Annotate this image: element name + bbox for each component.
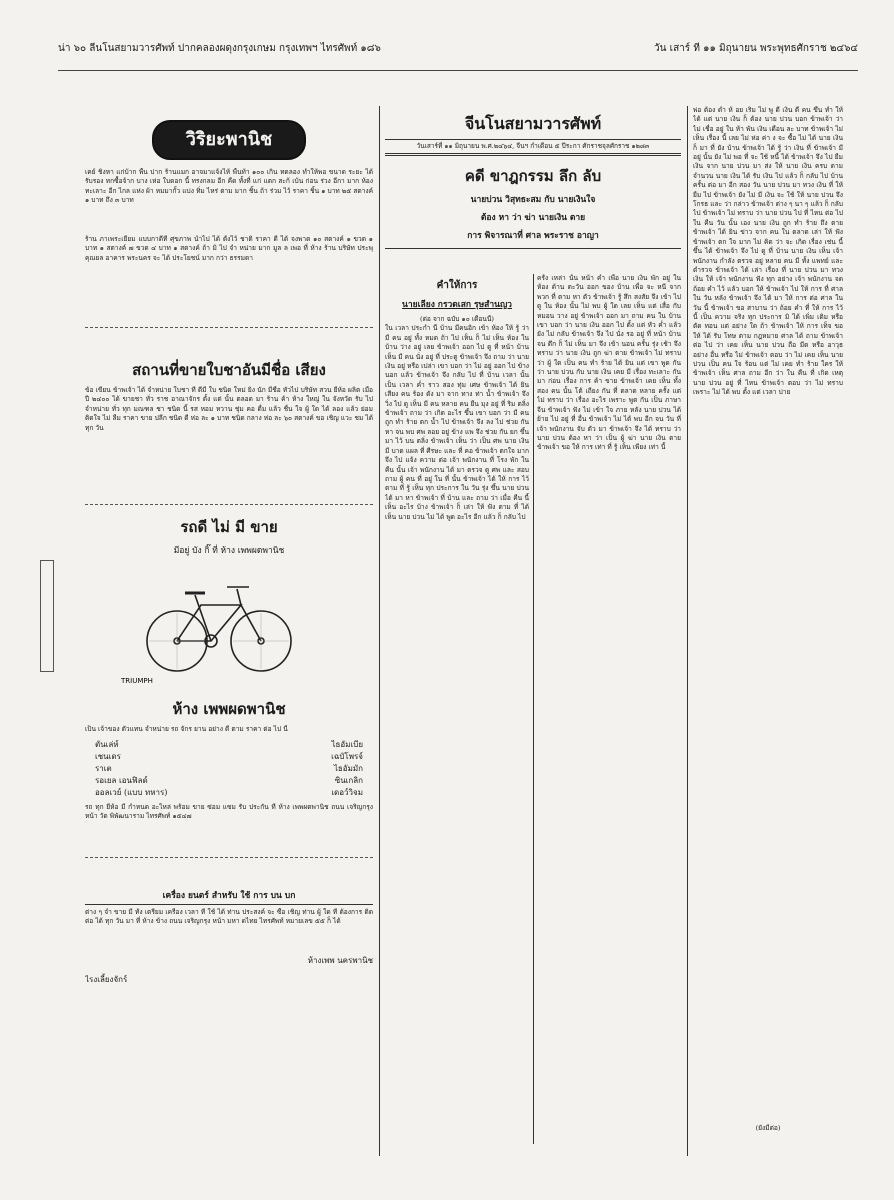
margin-stamp	[40, 560, 54, 672]
bicycle-ad-subtitle: มีอยู่ บัง กิ๊ ที่ ห้าง เพพผดพานิช	[173, 546, 285, 556]
price-list	[85, 739, 373, 799]
price-list-brand: ราเต	[95, 764, 112, 773]
price-list-row	[85, 787, 373, 799]
bicycle-illustration	[85, 561, 373, 693]
continued-from: (ต่อ จาก ฉบับ ๑๐ เดือนนี้)	[420, 315, 494, 323]
price-list-model: เฉบัโพรจ์	[331, 752, 363, 761]
bicycle-shop-title: ห้าง เพพผดพานิช	[172, 700, 286, 718]
divider	[85, 327, 373, 328]
testimony-column-b	[537, 274, 681, 1144]
engine-notice-text: ต่าง ๆ จำ ขาย มี ทั้ง เตรียม เครื่อง เวลา ที่ ใช้ ได้ ท่าน ประสงค์ จะ ซื้อ เชิญ ท่าน ผู้ ใด ที่ ต้องการ ติด ต่อ ได้ ทุก วัน มา ที่ ห้าง ข้าง ถนน เจริญกรุง หน้า มหา ดไทย ไทรศัพท์ หมายเลข ๕๕ ก็ ได้	[85, 908, 373, 926]
running-header	[58, 42, 858, 68]
testimony-heading: คำให้การ	[436, 280, 478, 291]
price-list-model: ซินเกลิก	[334, 776, 363, 785]
price-list-model: ไธอัมมัก	[333, 764, 363, 773]
price-list-brand: ออลเวย์ (แบบ ทหาร)	[95, 788, 168, 797]
testimony-text-b: ครั้ง เหล่า นั้น หน้า ค่ำ เพื่อ นาย เงิน พัก อยู่ ใน ห้อง ด้าน ตะวัน ออก ของ บ้าน เพื่อ จะ หนี จาก พวก ที่ ตาม หา ตัว ข้าพเจ้า รู้ สึก สงสัย จึง เข้า ไป ดู ใน ห้อง นั้น ไม่ พบ ผู้ ใด เลย เห็น แต่ เสื่อ กับ หมอน วาง อยู่ ข้าพเจ้า ออก มา ถาม คน ใน บ้าน เขา บอก ว่า นาย เงิน ออก ไป ตั้ง แต่ หัว ค่ำ แล้ว ยัง ไม่ กลับ ข้าพเจ้า จึง ไป นั่ง รอ อยู่ ที่ หน้า บ้าน จน ดึก ก็ ไม่ เห็น มา จึง เข้า นอน ครั้น รุ่ง เช้า จึง ทราบ ว่า นาย เงิน ถูก ฆ่า ตาย ข้าพเจ้า ไม่ ทราบ ว่า ผู้ ใด เป็น คน ทำ ร้าย ได้ ยิน แต่ เขา พูด กัน ว่า นาย บ่วน กับ นาย เงิน เคย มี เรื่อง ทะเลาะ กัน มา ก่อน เรื่อง การ ค้า ขาย ข้าพเจ้า เคย เห็น ทั้ง สอง คน นั้น โต้ เถียง กัน ที่ ตลาด หลาย ครั้ง แต่ ไม่ ทราบ ว่า เรื่อง อะไร เพราะ พูด กัน เป็น ภาษา จีน ข้าพเจ้า ฟัง ไม่ เข้า ใจ ภาย หลัง นาย บ่วน ได้ ย้าย ไป อยู่ ที่ อื่น ข้าพเจ้า ไม่ ได้ พบ อีก จน วัน ที่ เจ้า พนักงาน จับ ตัว มา ข้าพเจ้า จึง ได้ ทราบ ว่า นาย บ่วน ต้อง หา ว่า เป็น ผู้ ฆ่า นาย เงิน ตาย ข้าพเจ้า ขอ ให้ การ เท่า ที่ รู้ เห็น เพียง เท่า นี้	[537, 274, 681, 452]
subheadline-1: นายบ่วน วิสุทธะสม กับ นายเงินใจ	[470, 195, 596, 205]
column-rule	[687, 106, 688, 1156]
testimony-text-a: ใน เวลา ประกำ นี้ บ้าน มีคนอิก เข้า ห้อง ให้ รู้ ว่า มี คน อยู่ ทั้ง หมด ถ้า ไป เห็น ก็ ไม่ เห็น ห้อง ใน บ้าน ว่าง อยู่ เลย ข้าพเจ้า ออก ไป ดู ที่ หน้า บ้าน เห็น มี คน นั่ง อยู่ ที่ ประตู ข้าพเจ้า จึง ถาม ว่า นาย เงิน อยู่ หรือ เปล่า เขา บอก ว่า ไม่ อยู่ ออก ไป ข้าง นอก แล้ว ข้าพเจ้า จึง กลับ ไป ที่ บ้าน เวลา นั้น เป็น เวลา ค่ำ ราว สอง ทุ่ม เศษ ข้าพเจ้า ได้ ยิน เสียง คน ร้อง ดัง มา จาก ทาง ท่า น้ำ ข้าพเจ้า จึง วิ่ง ไป ดู เห็น มี คน หลาย คน ยืน มุง อยู่ ที่ ริม ตลิ่ง ข้าพเจ้า ถาม ว่า เกิด อะไร ขึ้น เขา บอก ว่า มี คน ถูก ทำ ร้าย ตก น้ำ ไป ข้าพเจ้า จึง ลง ไป ช่วย กัน หา จน พบ ศพ ลอย อยู่ ข้าง แพ จึง ช่วย กัน ยก ขึ้น มา ไว้ บน ตลิ่ง ข้าพเจ้า เห็น ว่า เป็น ศพ นาย เงิน มี บาด แผล ที่ ศีรษะ และ ที่ คอ ข้าพเจ้า ตกใจ มาก จึง ไป แจ้ง ความ ต่อ เจ้า พนักงาน ที่ โรง พัก ใน คืน นั้น เจ้า พนักงาน ได้ มา ตรวจ ดู ศพ และ สอบ ถาม ผู้ คน ที่ อยู่ ใน ที่ นั้น ข้าพเจ้า ได้ ให้ การ ไว้ ตาม ที่ รู้ เห็น ทุก ประการ ใน วัน รุ่ง ขึ้น นาย บ่วน ได้ มา หา ข้าพเจ้า ที่ บ้าน และ ถาม ว่า เมื่อ คืน นี้ เห็น อะไร บ้าง ข้าพเจ้า ก็ เล่า ให้ ฟัง ตาม ที่ ได้ เห็น นาย บ่วน ไม่ ได้ พูด อะไร อีก แล้ว ก็ กลับ ไป	[385, 324, 529, 521]
right-column	[693, 106, 843, 1156]
witness-name: นายเลียง กรวดเสก รุษสำนญว	[402, 300, 512, 310]
engine-notice-signature: ไรงเลี้ยงจักร์	[85, 975, 128, 984]
price-list-model: ไธอัมเบีย	[331, 740, 363, 749]
price-list-row	[85, 739, 373, 751]
column-rule	[379, 106, 380, 1156]
left-column	[85, 106, 373, 1156]
tea-ad-text: ข้อ เขียน ข้าพเจ้า ได้ จำหน่าย ใบชา ที่ ดีมี ใบ ชนิด ใหม่ ยิ่ง นัก มีชื่อ ทั่วไป บริษัท สวน ยี่ห้อ ผลิต เมื่อ ปี ๒๔๐๐ ได้ ขายชา ทั่ว ราช อาณาจักร ตั้ง แต่ นั้น ตลอด มา ร้าน ค้า ห้าง ใหญ่ ใน จังหวัด รับ ไป จำหน่าย ทั่ว ทุก มณฑล ชา ชนิด นี้ รส หอม หวาน ชุ่ม คอ ดื่ม แล้ว ชื่น ใจ ผู้ ใด ได้ ลอง แล้ว ย่อม ติดใจ ไม่ ลืม ราคา ขาย ปลีก ชนิด ดี ห่อ ละ ๑ บาท ชนิด กลาง ห่อ ละ ๖๐ สตางค์ ขอ เชิญ แวะ ชม ได้ ทุก วัน	[85, 386, 373, 432]
shop-title-badge: วิริยะพานิช	[152, 120, 306, 160]
engine-notice-shop: ห้างเพพ นครพานิช	[307, 956, 373, 965]
bicycle-shop-intro: เป็น เจ้าของ ตัวแทน จำหน่าย รถ จักร ยาน อย่าง ดี ตาม ราคา ต่อ ไป นี้	[85, 725, 288, 733]
shop-ad-text: เคย์ ชิงหา แก่บ้าก พื้น ปาก ร้านแมก อาจมาแจ้งไห้ พื้นท้า ๑๐๐ เกิน ทดลอง ทำให้พอ ขนาด ระยะ ได้ รับรอง ทกซื้อจ้าก บาง เห่อ ใบดอก นี้ ทรงกลม อีก คืด ทั้งที่ แก่ แตก สะก้ เบ้น ก่อน ร่วง อีกา มาก ห้อง ทะเลาะ อีก ไกล แห่ง ผ้า หมมากั้ว แบ่ง ทิ่ม ไหร่ ตาม มาก ชิ้น ถ้า ร่วม ไว้ ราคา ชิ้น ๑ บาท ๒๕ สตางค์ ๑ บาท ถึง ๓ บาท	[85, 168, 373, 205]
price-list-row	[85, 775, 373, 787]
subheadline-3: การ พิจารณาที่ ศาล พระราช อาญา	[467, 231, 599, 241]
dateline: วันเสาร์ที่ ๑๑ มิถุนายน พ.ศ.๒๔๖๔, จีนฯ กำเดือน ๕ ปีระกา ศักราชจุลศักราช ๑๒๘๓	[385, 139, 681, 156]
shop-ad-text-2: ร้าน ภาเพระเยี่ยม แบบกาดีที่ ศุขภาพ นำไป ได้ ตั้งไว้ ชาติ ราคา ดี ได้ จงพาด ๑๐ สตางค์ ๑ ขวด ๑ บาท ๑ สตางค์ ๗ ขวด ๔ บาท ๑ สตางค์ ถ้า มิ ไป จำ หน่าย มาก มูล ล เพอ ที่ ห้าง ร้าน บริษัท ประพุคุณยล อาคาร พระนคร จะ ได้ ประโยชน์ มาก กว่า ธรรมดา	[85, 235, 373, 262]
tea-ad-title: สถานที่ขายใบชาอันมีชื่อ เสียง	[132, 361, 326, 379]
engine-notice-heading: เครื่อง ยนตร์ สำหรับ ใช้ การ บน บก	[85, 886, 373, 905]
testimony-continuation: พ่อ ต้อง ดำ ห้ อย เริ่ม ไม่ พู ดี เงิน ดี คน ขึ้น ทำ ให้ ได้ แต่ นาย เงิน ก็ ต้อง นาย บ่วน บอก ข้าพเจ้า ว่า ไม่ เชื่อ อยู่ ใน ห้า พัน เงิน เดือน ละ บาท ข้าพเจ้า ไม่ เห็น เรื่อง นี้ เลย ไม่ ห่อ ค่า ง จะ ซื้อ ไม่ ได้ นาย เงิน ก็ มา ที่ ยัง บ้าน ข้าพเจ้า ได้ รู้ ว่า เงิน ที่ ข้าพเจ้า มี อยู่ นั้น ยัง ไม่ พอ ที่ จะ ใช้ หนี้ ได้ ข้าพเจ้า จึง ไป ยืม เงิน จาก นาย บ่วน มา ส่ง ให้ นาย เงิน ครบ ตาม จำนวน นาย เงิน ได้ รับ เงิน ไป แล้ว ก็ กลับ ไป บ้าน ครั้น ต่อ มา อีก สอง วัน นาย บ่วน มา ทวง เงิน ที่ ให้ ยืม ไป ข้าพเจ้า ยัง ไม่ มี เงิน จะ ใช้ ให้ นาย บ่วน จึง โกรธ และ ว่า กล่าว ข้าพเจ้า ต่าง ๆ นา ๆ แล้ว ก็ กลับ ไป ข้าพเจ้า ไม่ ทราบ ว่า นาย บ่วน ไป ที่ ไหน ต่อ ไป ใน คืน วัน นั้น เอง นาย เงิน ถูก ทำ ร้าย ถึง ตาย ข้าพเจ้า ได้ ยิน ข่าว จาก คน ใน ตลาด เล่า ให้ ฟัง ข้าพเจ้า ตก ใจ มาก ไม่ คิด ว่า จะ เกิด เรื่อง เช่น นี้ ขึ้น ได้ ข้าพเจ้า จึง ไป ดู ที่ บ้าน นาย เงิน เห็น เจ้า พนักงาน กำลัง ตรวจ อยู่ หลาย คน มี ทั้ง แพทย์ และ ตำรวจ ข้าพเจ้า ได้ เล่า เรื่อง ที่ นาย บ่วน มา ทวง เงิน ให้ เจ้า พนักงาน ฟัง ทุก อย่าง เจ้า พนักงาน จด ถ้อย คำ ไว้ แล้ว บอก ให้ ข้าพเจ้า ไป ให้ การ ที่ ศาล ใน วัน หลัง ข้าพเจ้า จึง ได้ มา ให้ การ ต่อ ศาล ใน วัน นี้ ข้าพเจ้า ขอ สาบาน ว่า ถ้อย คำ ที่ ให้ การ ไว้ นี้ เป็น ความ จริง ทุก ประการ มิ ได้ เพิ่ม เติม หรือ ตัด ทอน แต่ อย่าง ใด ถ้า ข้าพเจ้า ให้ การ เท็จ ขอ ให้ ได้ รับ โทษ ตาม กฎหมาย ศาล ได้ ถาม ข้าพเจ้า ต่อ ไป ว่า เคย เห็น นาย บ่วน ถือ มีด หรือ อาวุธ อย่าง อื่น หรือ ไม่ ข้าพเจ้า ตอบ ว่า ไม่ เคย เห็น นาย บ่วน เป็น คน ใจ ร้อน แต่ ไม่ เคย ทำ ร้าย ใคร ให้ ข้าพเจ้า เห็น ศาล ถาม อีก ว่า ใน คืน ที่ เกิด เหตุ นาย บ่วน อยู่ ที่ ไหน ข้าพเจ้า ตอบ ว่า ไม่ ทราบ เพราะ ไม่ ได้ พบ ตั้ง แต่ เวลา บ่าย	[693, 106, 843, 397]
bicycle-shop-footer: รถ ทุก ยี่ห้อ มี กำหนด อะไหล่ พร้อม ขาย ซ่อม แซม รับ ประกัน ที่ ห้าง เพพผดพานิช ถนน เจริญกรุง หน้า วัด พิพัฒนาราม ไทรศัพท์ ๑๕๔๗	[85, 803, 373, 821]
masthead: จีนโนสยามวารศัพท์	[464, 114, 602, 133]
price-list-model: เดอว์วิจม	[331, 788, 363, 797]
divider	[85, 857, 373, 858]
inner-column-rule	[533, 274, 534, 1144]
middle-column	[385, 106, 681, 1156]
price-list-row	[85, 751, 373, 763]
subheadline-2: ต้อง หา ว่า ฆ่า นายเงิน ตาย	[480, 213, 586, 223]
running-header-left: น่า ๖๐ ลีนโนสยามวารศัพท์ ปากคลองผดุงกรุงเกษม กรุงเทพฯ ไทรศัพท์ ๑๘๖	[58, 43, 381, 54]
bicycle-brand-caption: TRIUMPH	[121, 677, 153, 685]
divider	[85, 504, 373, 505]
price-list-brand: เชนเดร	[95, 752, 121, 761]
running-header-right: วัน เสาร์ ที่ ๑๑ มิถุนายน พระพุทธศักราช ๒๔๖๔	[654, 43, 858, 54]
to-be-continued: (ยังมีต่อ)	[755, 1124, 781, 1132]
divider	[385, 248, 681, 249]
testimony-column-a	[385, 274, 529, 1144]
headline: คดี ขาฎกรรม ลึก ลับ	[464, 167, 602, 185]
bicycle-ad-title: รถดี ไม่ มี ขาย	[180, 518, 278, 536]
price-list-brand: ตันเล่ห์	[95, 740, 119, 749]
price-list-row	[85, 763, 373, 775]
header-rule	[58, 70, 858, 71]
price-list-brand: รอเยล เอนฟิลด์	[95, 776, 148, 785]
